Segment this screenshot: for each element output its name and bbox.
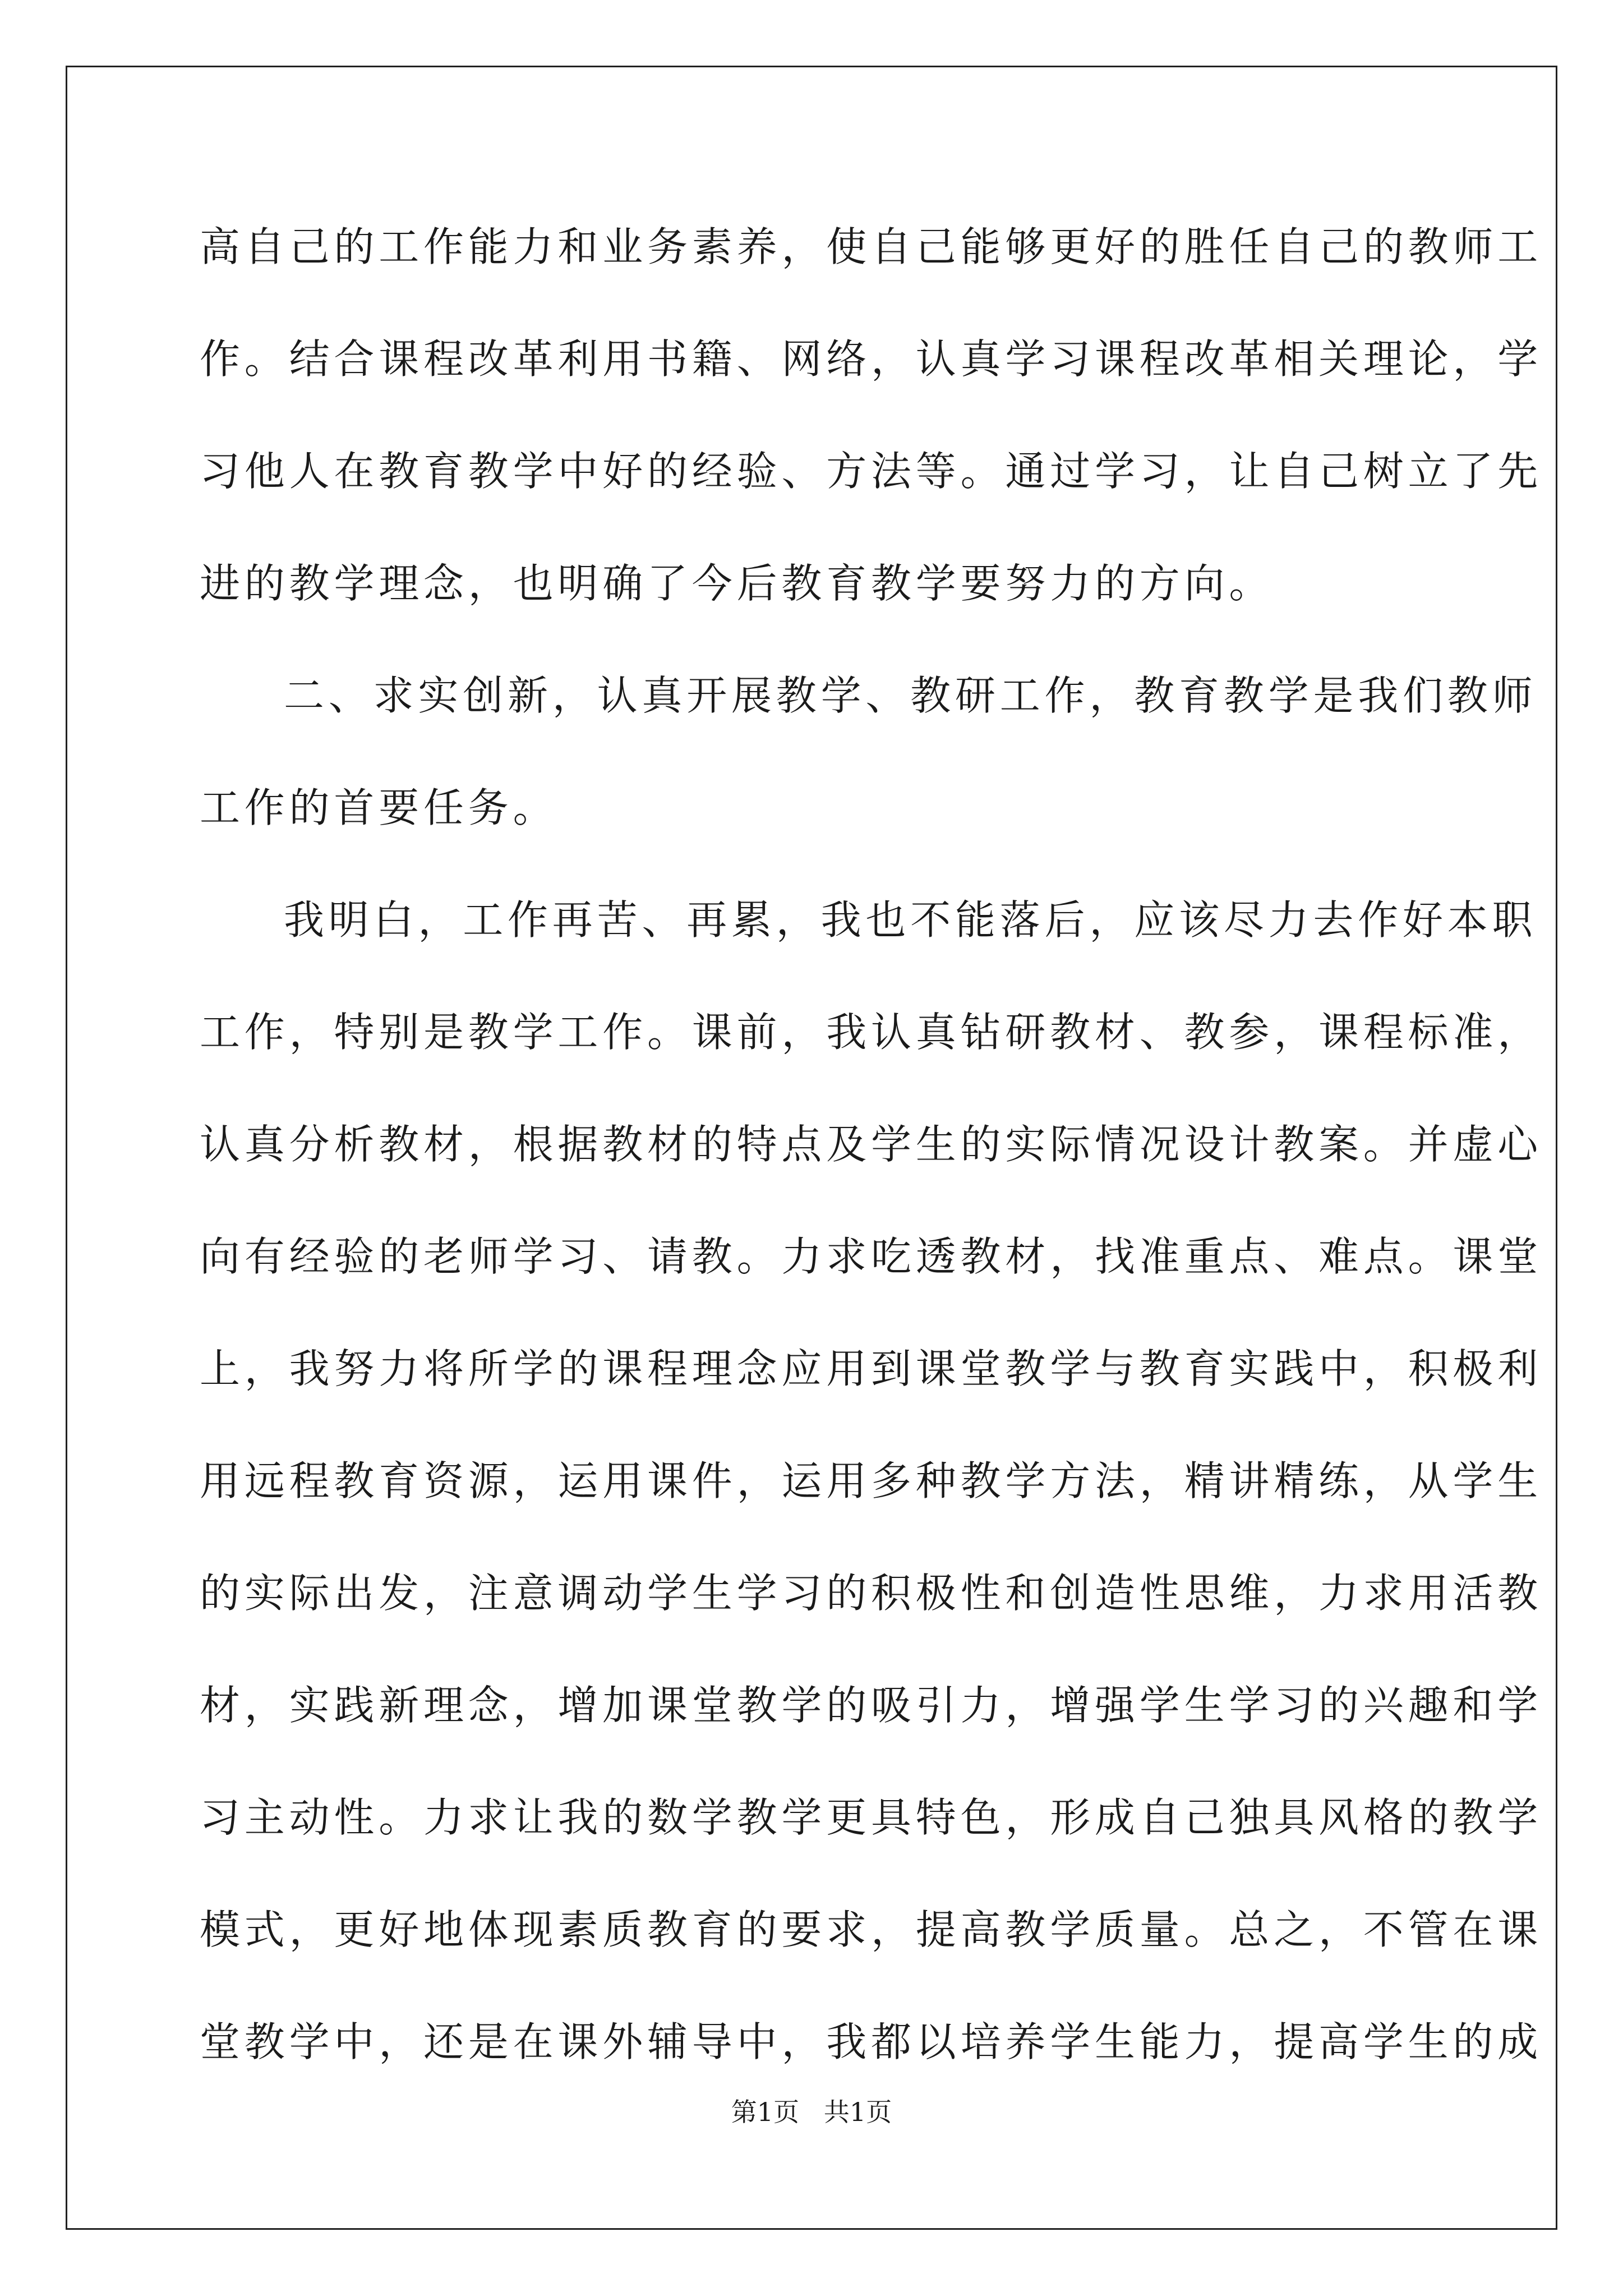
paragraph-start-line: 二、求实创新，认真开展教学、教研工作，教育教学是我们教师 — [284, 672, 1537, 719]
text-line: 工作的首要任务。 — [200, 784, 558, 831]
text-line: 认真分析教材，根据教材的特点及学生的实际情况设计教案。并虚心 — [200, 1121, 1543, 1168]
text-line: 堂教学中，还是在课外辅导中，我都以培养学生能力，提高学生的成 — [200, 2018, 1543, 2065]
paragraph-start-line: 我明白，工作再苦、再累，我也不能落后，应该尽力去作好本职 — [284, 896, 1537, 944]
text-line: 上，我努力将所学的课程理念应用到课堂教学与教育实践中，积极利 — [200, 1345, 1543, 1392]
text-line: 习他人在教育教学中好的经验、方法等。通过学习，让自己树立了先 — [200, 448, 1543, 495]
text-line: 模式，更好地体现素质教育的要求，提高教学质量。总之，不管在课 — [200, 1906, 1543, 1953]
text-line: 进的教学理念，也明确了今后教育教学要努力的方向。 — [200, 560, 1274, 607]
text-line: 材，实践新理念，增加课堂教学的吸引力，增强学生学习的兴趣和学 — [200, 1682, 1543, 1729]
text-line: 习主动性。力求让我的数学教学更具特色，形成自己独具风格的教学 — [200, 1794, 1543, 1841]
text-line: 向有经验的老师学习、请教。力求吃透教材，找准重点、难点。课堂 — [200, 1233, 1543, 1280]
text-line: 工作，特别是教学工作。课前，我认真钻研教材、教参，课程标准， — [200, 1009, 1543, 1056]
text-line: 的实际出发，注意调动学生学习的积极性和创造性思维，力求用活教 — [200, 1570, 1543, 1617]
text-line: 作。结合课程改革利用书籍、网络，认真学习课程改革相关理论，学 — [200, 335, 1543, 383]
page-number-footer: 第1页 共1页 — [731, 2097, 892, 2127]
text-line: 高自己的工作能力和业务素养，使自己能够更好的胜任自己的教师工 — [200, 223, 1543, 270]
text-line: 用远程教育资源，运用课件，运用多种教学方法，精讲精练，从学生 — [200, 1457, 1543, 1504]
